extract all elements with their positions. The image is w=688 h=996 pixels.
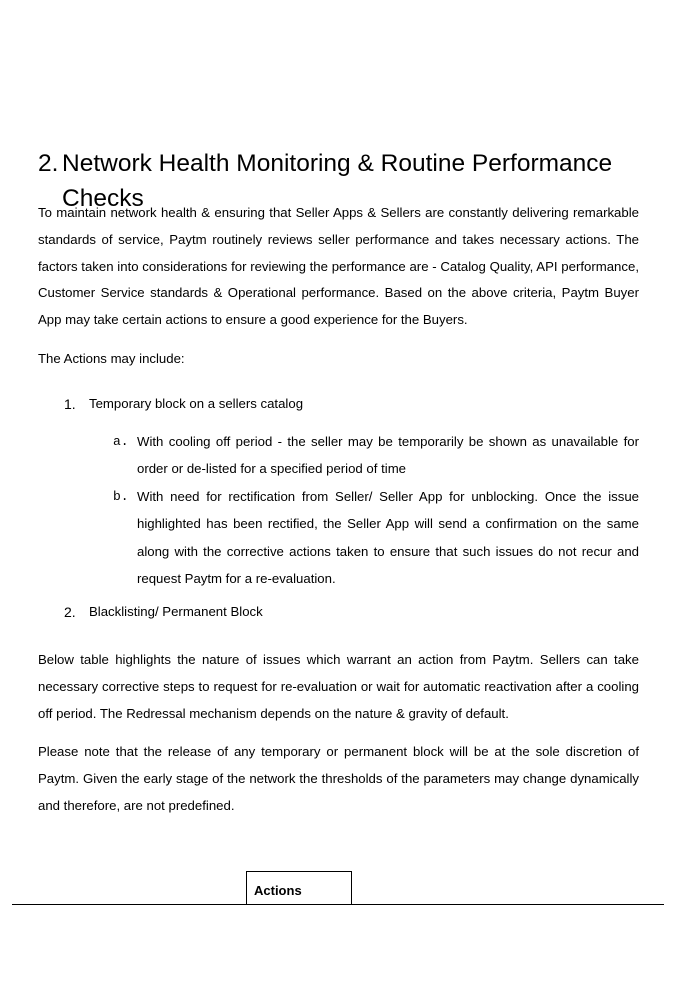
- sub-list-item-marker: a.: [113, 434, 129, 449]
- section-title: Network Health Monitoring & Routine Performance Checks: [62, 150, 613, 213]
- table-border-line: [12, 904, 664, 905]
- table-intro-paragraph: Below table highlights the nature of issues which warrant an action from Paytm. Sellers can take necessary corrective steps to request for re-evaluation or wait for automatic reactivation after a cooling off period. The Redressal mechanism depends on the nature & gravity of default.: [38, 652, 639, 721]
- sub-list-item-text: With need for rectification from Seller/ Seller App for unblocking. Once the issue highlighted has been rectified, the Seller App will send a confirmation on the same along with the corrective actions taken to ensure that such issues do not recur and request Paytm for a re-evaluation.: [137, 489, 639, 586]
- sub-list-item: [113, 428, 639, 483]
- list-item-marker: 2.: [64, 604, 76, 620]
- section-number: 2.: [38, 150, 59, 178]
- actions-intro-paragraph: The Actions may include:: [38, 351, 185, 366]
- sub-list-item-marker: b.: [113, 489, 129, 504]
- list-item: [64, 599, 263, 626]
- note-paragraph: Please note that the release of any temporary or permanent block will be at the sole discretion of Paytm. Given the early stage of the network the thresholds of the parameters may change dynamically and therefore, are not predefined.: [38, 744, 639, 813]
- list-item-text: Blacklisting/ Permanent Block: [89, 604, 263, 619]
- list-item: [64, 391, 303, 418]
- list-item-marker: 1.: [64, 396, 76, 412]
- table-header-cell: Actions: [246, 871, 352, 904]
- sub-list-item-text: With cooling off period - the seller may be temporarily be shown as unavailable for order or de-listed for a specified period of time: [137, 434, 639, 477]
- sub-list-item: [113, 483, 639, 592]
- intro-paragraph: To maintain network health & ensuring that Seller Apps & Sellers are constantly delivering remarkable standards of service, Paytm routinely reviews seller performance and takes necessary actions. The factors taken into considerations for reviewing the performance are - Catalog Quality, API performance, Customer Service standards & Operational performance. Based on the above criteria, Paytm Buyer App may take certain actions to ensure a good experience for the Buyers.: [38, 205, 639, 328]
- list-item-text: Temporary block on a sellers catalog: [89, 396, 304, 411]
